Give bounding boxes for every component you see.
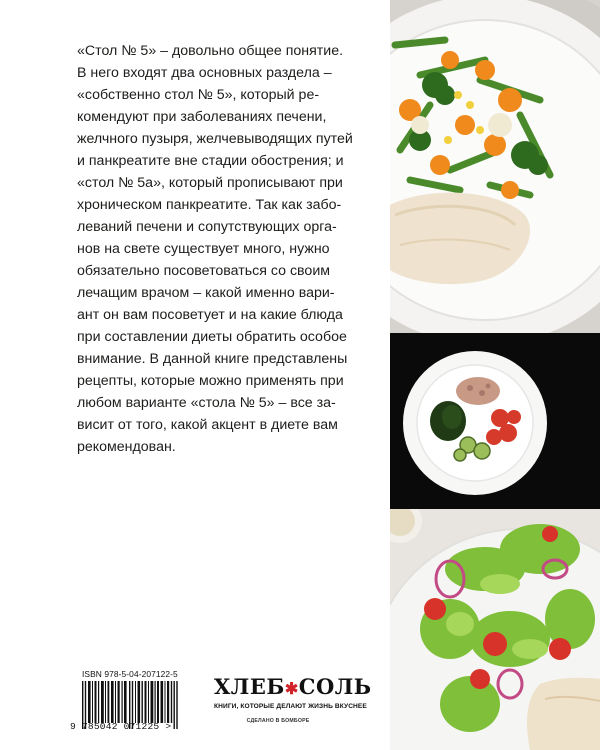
description-line: лечащим врачом – какой именно вари- [77, 285, 335, 301]
description-line: внимание. В данной книге представлены [77, 351, 348, 367]
green-salad-illustration [390, 509, 600, 750]
tuna-salad-illustration [390, 333, 600, 509]
barcode-digits: 9 785042 071225 > [70, 721, 172, 732]
photo-green-salad [390, 509, 600, 750]
description-line: В него входят два основных раздела – [77, 65, 332, 81]
description-line: ант он вам посоветует и на какие блюда [77, 307, 343, 323]
description-line: висит от того, какой акцент в диете вам [77, 417, 338, 433]
description-line: обязательно посоветоваться со своим [77, 263, 330, 279]
description-text [77, 40, 375, 458]
description-line: нов на свете существует много, нужно [77, 241, 330, 257]
description-line: «стол № 5а», который прописывают при [77, 175, 343, 191]
description-line: рецепты, которые можно применять при [77, 373, 344, 389]
description-line: рекомендован. [77, 439, 176, 455]
description-line: при составлении диеты обратить особое [77, 329, 347, 345]
description-line: желчного пузыря, желчевыводящих путей [77, 131, 353, 147]
logo-tagline: КНИГИ, КОТОРЫЕ ДЕЛАЮТ ЖИЗНЬ ВКУСНЕЕ [214, 703, 367, 710]
logo-wordmark [214, 674, 372, 700]
logo-word-right: СОЛЬ [298, 674, 372, 699]
publisher-logo [214, 674, 372, 724]
logo-imprint: СДЕЛАНО В БОМБОРЕ [246, 718, 310, 724]
logo-word-left: ХЛЕБ [214, 674, 285, 699]
description-line: «Стол № 5» – довольно общее понятие. [77, 43, 344, 59]
vegetables-chicken-illustration [390, 0, 600, 333]
isbn-label: ISBN 978-5-04-207122-5 [82, 669, 178, 679]
description-line: «собственно стол № 5», который ре- [77, 87, 320, 103]
photo-tuna-salad [390, 333, 600, 509]
description-line: и панкреатите вне стадии обострения; и [77, 153, 344, 169]
description-line: леваний печени и сопутствующих орга- [77, 219, 337, 235]
description-line: любом варианте «стола № 5» – все за- [77, 395, 336, 411]
description-line: комендуют при заболеваниях печени, [77, 109, 327, 125]
logo-star-icon: ✱ [284, 679, 299, 698]
description-line: хроническом панкреатите. Так как забо- [77, 197, 342, 213]
photo-vegetables-chicken [390, 0, 600, 333]
